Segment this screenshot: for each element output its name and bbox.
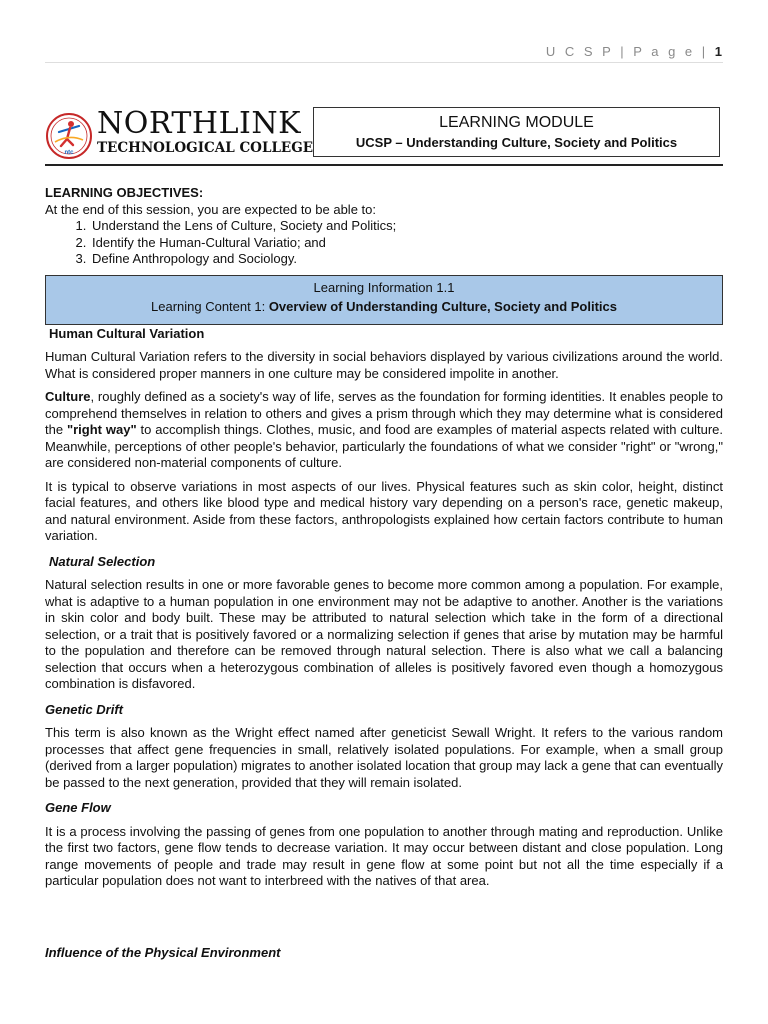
paragraph-natural-selection: Natural selection results in one or more favorable genes to become more common among a population. For example, what is adaptive to a human population in one environment may not be adaptive to another. Another is the variations in skin color and body built. These may be attributed to natural selection which take in the form of a directional selection, or a trait that is positively favored or a normalizing selection if genes that arise by mutation may be harmful to the population and therefore can be removed through natural selection. There is also what we call a balancing selection that occurs when a heterozygous combination of alleles is positively favored even though a homozygous combination is disfavored. [45,577,723,691]
learning-information-label: Learning Information 1.1 [313,279,455,295]
section-heading-gene-flow: Gene Flow [45,800,111,815]
paragraph-gene-flow: It is a process involving the passing of genes from one population to another through mating and reproduction. Unlike the first two factors, gene flow tends to decrease variation. It may occur between distant and close population. Long range movements of people and trade may result in gene flow at some point but not all the time especially if a particular population does not want to interbreed with the natives of that area. [45,823,723,888]
page-number-value: 1 [714,44,722,59]
paragraph-culture [45,389,723,472]
paragraph-genetic-drift: This term is also known as the Wright effect named after geneticist Sewall Wright. It refers to the various random processes that affect gene frequencies in small, relatively isolated populations. For example, when a small group (derived from a larger population) migrates to another isolated location that group may lack a gene that can eventually be passed to the next generation, provided that they will remain isolated. [45,725,723,790]
section-heading-physical-environment: Influence of the Physical Environment [45,944,281,960]
culture-text-a: , roughly defined as a society's way of life, serves as the foundation for forming identities. It enables people to comprehend themselves in relation to others and gives a prism through which they may determine what is considered the [45,389,723,437]
college-wordmark [97,108,313,156]
document-header [45,106,723,166]
objectives-intro: At the end of this session, you are expected to be able to: [45,201,376,217]
objective-item: 3. Define Anthropology and Sociology. [90,251,723,268]
paragraph-variations: It is typical to observe variations in most aspects of our lives. Physical features such as skin color, height, distinct facial features, and others like blood type and medical history vary depending on a person's race, genetic makeup, and natural environment. Aside from these factors, anthropologists explained how certain factors contribute to human variation. [45,478,723,543]
section-heading-natural-selection: Natural Selection [49,553,156,569]
learning-content-prefix: Learning Content 1: [151,298,269,314]
module-title-box [313,107,720,157]
objective-item: 2. Identify the Human-Cultural Variatio; and [90,235,723,252]
section-heading-genetic-drift: Genetic Drift [45,701,124,717]
module-title: LEARNING MODULE [439,114,594,131]
college-name: NORTHLINK [97,106,302,141]
objectives-list [45,218,723,268]
objective-item: 1. Understand the Lens of Culture, Society and Politics; [90,218,723,235]
learning-content-title: Overview of Understanding Culture, Society and Politics [268,298,617,314]
college-logo-icon [45,112,93,160]
section-heading-human-cultural-variation: Human Cultural Variation [49,325,205,341]
paragraph-hcv-definition: Human Cultural Variation refers to the diversity in social behaviors displayed by various civilizations around the world. What is considered proper manners in one culture may be considered impolite in another. [45,349,723,381]
culture-text-b: to accomplish things. Clothes, music, and food are examples of material aspects related with culture. Meanwhile, perceptions of other people's behavior, particularly the foundations of what we consider "right" or "wrong," are considered non-material components of culture. [45,422,723,470]
right-way-term: "right way" [66,422,137,437]
top-divider [45,62,723,63]
learning-content-label [46,297,722,316]
college-subtitle: TECHNOLOGICAL COLLEGE [97,140,314,156]
header-divider [45,164,723,166]
culture-term: Culture [45,389,91,404]
logo-badge-text: ntc [64,150,74,156]
page-number [546,44,722,59]
module-content [45,185,723,961]
objectives-title: LEARNING OBJECTIVES: [45,185,204,200]
learning-information-box [45,275,723,325]
module-subtitle: UCSP – Understanding Culture, Society and Politics [355,135,678,150]
page-number-prefix: U C S P | P a g e | [545,44,715,59]
